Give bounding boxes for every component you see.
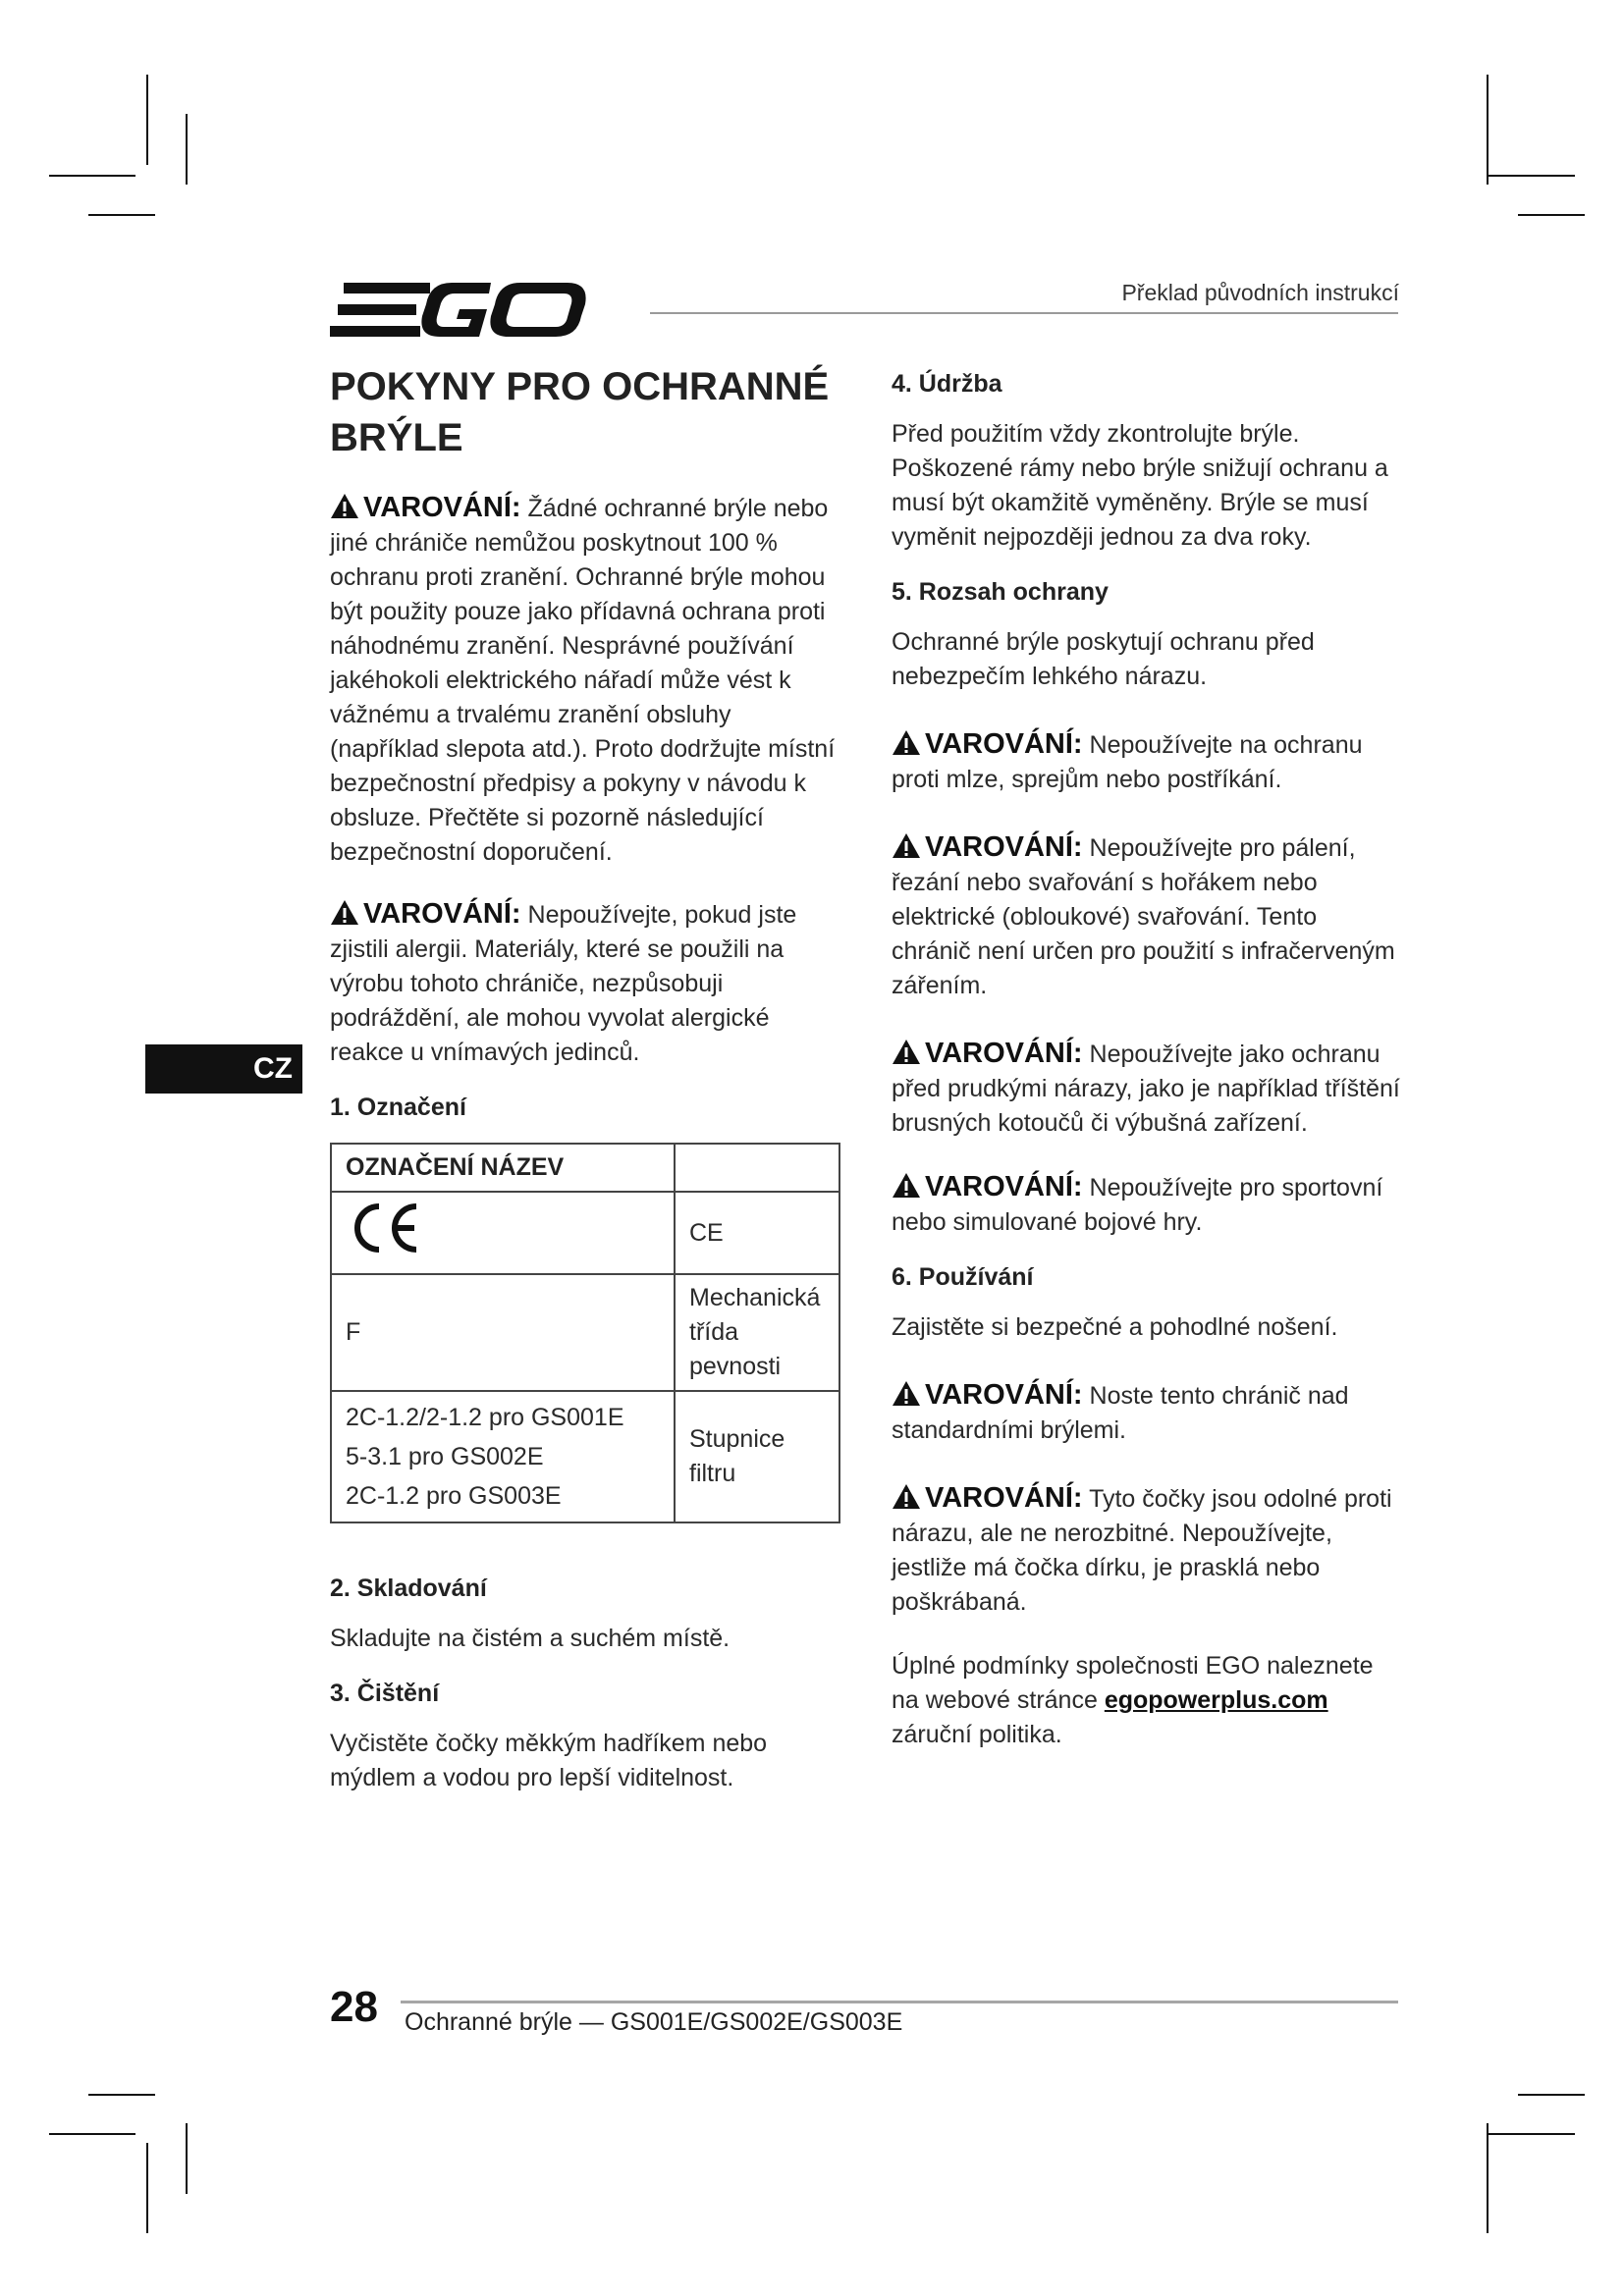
- warning-label: VAROVÁNÍ:: [925, 1038, 1083, 1069]
- crop-mark: [1518, 214, 1585, 216]
- table-row: [331, 1192, 839, 1274]
- header-rule: [650, 312, 1398, 314]
- section-text: Ochranné brýle poskytují ochranu před nebezpečím lehkého nárazu.: [892, 628, 1315, 690]
- crop-mark: [1487, 75, 1489, 185]
- warning-paragraph: [892, 1378, 1402, 1448]
- warning-paragraph: [892, 1037, 1402, 1141]
- crop-mark: [1489, 2133, 1575, 2135]
- warning-triangle-icon: [892, 1172, 921, 1199]
- crop-mark: [146, 2143, 148, 2233]
- warning-text: Nepoužívejte jako ochranu před prudkými nárazy, jako je například tříštění brusných kotoučů či výbušná zařízení.: [892, 1041, 1400, 1137]
- table-cell: Mechanická třída pevnosti: [675, 1274, 839, 1391]
- page-title: POKYNY PRO OCHRANNÉ BRÝLE: [330, 365, 830, 459]
- footer-product-name: Ochranné brýle: [405, 2008, 572, 2036]
- table-cell: [331, 1391, 675, 1522]
- table-cell-line: 2C-1.2/2-1.2 pro GS001E: [346, 1404, 624, 1431]
- warning-triangle-icon: [892, 1483, 921, 1510]
- crop-mark: [1518, 2094, 1585, 2096]
- language-tab: CZ: [145, 1044, 302, 1094]
- warning-text: Nepoužívejte na ochranu proti mlze, sprejům nebo postříkání.: [892, 731, 1363, 793]
- table-cell: Stupnice filtru: [675, 1391, 839, 1522]
- section-text: Zajistěte si bezpečné a pohodlné nošení.: [892, 1313, 1338, 1341]
- crop-mark: [146, 75, 148, 165]
- warning-label: VAROVÁNÍ:: [363, 492, 521, 523]
- section-title: 3. Čištění: [330, 1680, 440, 1707]
- warning-paragraph: [892, 727, 1402, 797]
- section-title: 4. Údržba: [892, 370, 1002, 398]
- section-title: 2. Skladování: [330, 1575, 487, 1602]
- section-text: Před použitím vždy zkontrolujte brýle. Poškozené rámy nebo brýle snižují ochranu a musí být okamžitě vyměněny. Brýle se musí vyměnit nejpozději jednou za dva roky.: [892, 420, 1388, 551]
- left-column: [330, 361, 840, 1817]
- warning-triangle-icon: [892, 832, 921, 859]
- section-text: Vyčistěte čočky měkkým hadříkem nebo mýdlem a vodou pro lepší viditelnost.: [330, 1730, 768, 1791]
- crop-mark: [88, 214, 155, 216]
- crop-mark: [1487, 2123, 1489, 2233]
- warning-paragraph: [892, 830, 1402, 1003]
- warning-label: VAROVÁNÍ:: [925, 1482, 1083, 1514]
- warning-triangle-icon: [892, 1039, 921, 1065]
- warning-triangle-icon: [892, 729, 921, 756]
- table-row: [331, 1144, 839, 1192]
- warranty-text: Úplné podmínky společnosti EGO naleznete na webové stránce: [892, 1652, 1374, 1714]
- right-column: [892, 368, 1402, 1774]
- table-cell: F: [331, 1274, 675, 1391]
- warning-paragraph: [892, 1170, 1402, 1240]
- warning-label: VAROVÁNÍ:: [925, 1379, 1083, 1411]
- warning-paragraph: [892, 1481, 1402, 1620]
- warning-text: Žádné ochranné brýle nebo jiné chrániče nemůžou poskytnout 100 % ochranu proti zranění. Ochranné brýle mohou být použity pouze jako přídavná ochrana proti náhodnému zranění. Nesprávné používání jakéhokoli elektrického nářadí může vést k vážnému a trvalému zranění obsluhy (například slepota atd.). Proto dodržujte místní bezpečnostní předpisy a pokyny v návodu k obsluze. Přečtěte si pozorně následující bezpečnostní doporučení.: [330, 495, 836, 866]
- table-header: OZNAČENÍ NÁZEV: [331, 1144, 675, 1192]
- warning-text: Tyto čočky jsou odolné proti nárazu, ale ne nerozbitné. Nepoužívejte, jestliže má čočka dírku, je prasklá nebo poškrábaná.: [892, 1485, 1392, 1616]
- warranty-paragraph: [892, 1649, 1402, 1752]
- footer-dash: —: [578, 2008, 604, 2036]
- footer-product: [405, 2008, 902, 2037]
- warning-triangle-icon: [330, 493, 359, 519]
- table-cell-line: 2C-1.2 pro GS003E: [346, 1482, 562, 1510]
- warning-paragraph: [330, 491, 840, 870]
- crop-mark: [1489, 175, 1575, 177]
- table-header: [675, 1144, 839, 1192]
- warning-text: Nepoužívejte pro sportovní nebo simulované bojové hry.: [892, 1174, 1383, 1236]
- table-row: [331, 1274, 839, 1391]
- ce-mark-icon: [346, 1199, 424, 1257]
- table-row: [331, 1391, 839, 1522]
- warning-paragraph: [330, 897, 840, 1070]
- footer-models: GS001E/GS002E/GS003E: [610, 2008, 903, 2036]
- warning-label: VAROVÁNÍ:: [925, 1171, 1083, 1202]
- crop-mark: [88, 2094, 155, 2096]
- warning-label: VAROVÁNÍ:: [363, 898, 521, 930]
- warning-text: Noste tento chránič nad standardními brýlemi.: [892, 1382, 1349, 1444]
- table-cell: CE: [675, 1192, 839, 1274]
- warning-triangle-icon: [892, 1380, 921, 1407]
- warning-text: Nepoužívejte, pokud jste zjistili alergii. Materiály, které se použili na výrobu tohoto chrániče, nezpůsobuji podráždění, ale mohou vyvolat alergické reakce u vnímavých jedinců.: [330, 901, 797, 1066]
- crop-mark: [49, 175, 135, 177]
- ce-mark-cell: [331, 1192, 675, 1274]
- crop-mark: [186, 114, 188, 185]
- warning-label: VAROVÁNÍ:: [925, 831, 1083, 863]
- warning-label: VAROVÁNÍ:: [925, 728, 1083, 760]
- section-title: 5. Rozsah ochrany: [892, 578, 1109, 606]
- ego-logo: [324, 277, 638, 350]
- footer-rule: [401, 2001, 1398, 2003]
- crop-mark: [186, 2123, 188, 2194]
- warranty-text-end: záruční politika.: [892, 1721, 1062, 1748]
- crop-mark: [49, 2133, 135, 2135]
- warning-text: Nepoužívejte pro pálení, řezání nebo svařování s hořákem nebo elektrické (obloukové) svařování. Tento chránič není určen pro použití s infračerveným zářením.: [892, 834, 1395, 999]
- page-number: 28: [330, 1983, 378, 2031]
- section-title: 6. Používání: [892, 1263, 1034, 1291]
- website-link[interactable]: egopowerplus.com: [1104, 1686, 1328, 1714]
- section-text: Skladujte na čistém a suchém místě.: [330, 1625, 731, 1652]
- marking-table: [330, 1143, 840, 1523]
- table-cell-line: 5-3.1 pro GS002E: [346, 1443, 544, 1470]
- warning-triangle-icon: [330, 899, 359, 926]
- section-title: 1. Označení: [330, 1094, 466, 1121]
- header-subtitle: Překlad původních instrukcí: [1121, 280, 1399, 305]
